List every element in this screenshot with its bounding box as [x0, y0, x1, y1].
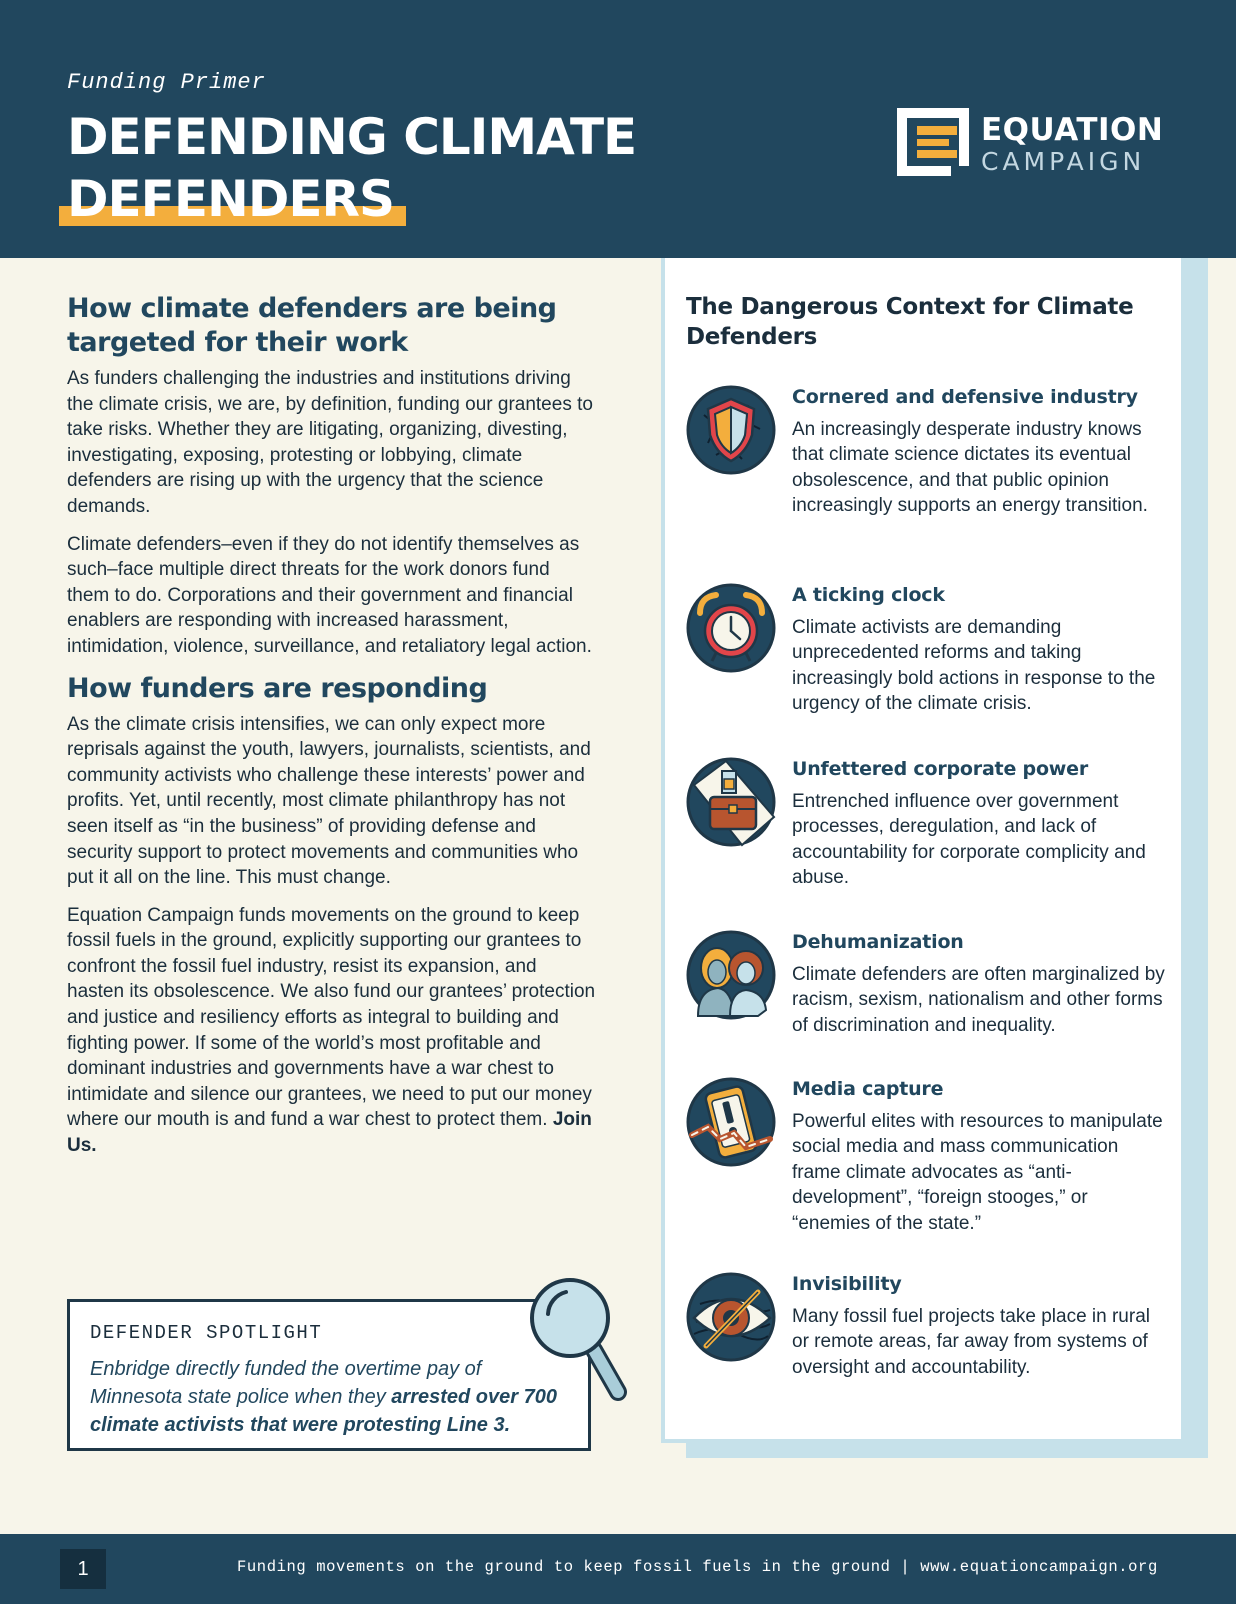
page-number: 1 [60, 1549, 106, 1589]
section-heading-targeted: How climate defenders are being targeted for their work [67, 293, 557, 358]
item-text: Climate defenders are often marginalized by racism, sexism, nationalism and other forms of discrimination and inequality. [792, 964, 1165, 1036]
item-text: Powerful elites with resources to manipulate social media and mass communication frame climate advocates as “anti-development”, “foreign stooges,” or “enemies of the state.” [792, 1111, 1163, 1234]
item-title: A ticking clock [792, 584, 945, 606]
section-heading-responding: How funders are responding [67, 672, 488, 704]
item-title: Unfettered corporate power [792, 758, 1089, 780]
chained-phone-icon [686, 1077, 776, 1167]
paragraph-responding-1: As the climate crisis intensifies, we can only expect more reprisals against the youth, lawyers, journalists, scientists, and community activists who challenge these interests’ power and profits. Yet, until recently, most climate philanthropy has not seen itself as “in the business” of providing defense and security support to protect movements and communities who put it all on the line. This must change. [67, 713, 591, 889]
eye-icon [686, 1272, 776, 1362]
join-us-text: Join Us. [67, 1109, 592, 1157]
paragraph-targeted-1: As funders challenging the industries and institutions driving the climate crisis, we are, by definition, funding our grantees to take risks. Whether they are litigating, organizing, divesting, investigating, exposing, protesting or lobbying, climate defenders are rising up with the urgency that the science demands. [67, 368, 593, 517]
magnifying-glass-icon [528, 1274, 628, 1406]
shield-icon [686, 385, 776, 475]
logo-text-top: EQUATION [981, 112, 1164, 148]
item-title: Cornered and defensive industry [792, 386, 1138, 408]
footer-tagline: Funding movements on the ground to keep fossil fuels in the ground | www.equationcampaign.org [237, 1558, 1158, 1576]
page-header [0, 0, 1236, 258]
equation-campaign-logo [897, 108, 1172, 180]
kicker: Funding Primer [67, 70, 266, 95]
defender-spotlight-box [67, 1299, 591, 1451]
paragraph-responding-2-text: Equation Campaign funds movements on the ground to keep fossil fuels in the ground, explicitly supporting our grantees to confront the fossil fuel industry, resist its expansion, and hasten its obsolescence. We also fund our grantees’ protection and justice and resiliency efforts as integral to building and fighting power. If some of the world’s most profitable and dominant industries and governments have a war chest to intimidate and silence our grantees, we need to put our money where our mouth is and fund a war chest to protect them. [67, 904, 596, 1131]
page-footer [0, 1534, 1236, 1604]
title-line-1: DEFENDING CLIMATE [67, 108, 637, 166]
item-text: Climate activists are demanding unprecedented reforms and taking increasingly bold actions in response to the urgency of the climate crisis. [792, 617, 1156, 715]
item-title: Dehumanization [792, 931, 964, 953]
item-title: Media capture [792, 1078, 944, 1100]
spotlight-text-plain: Enbridge directly funded the overtime pay of Minnesota state police when they [90, 1358, 482, 1408]
title-line-2: DEFENDERS [67, 170, 394, 228]
people-icon [686, 930, 776, 1020]
item-title: Invisibility [792, 1273, 902, 1295]
spotlight-text [90, 1355, 570, 1439]
spotlight-label: DEFENDER SPOTLIGHT [90, 1322, 323, 1344]
logo-text-bottom: CAMPAIGN [981, 147, 1146, 176]
left-column [67, 292, 597, 1171]
alarm-clock-icon [686, 583, 776, 673]
paragraph-targeted-2: Climate defenders–even if they do not identify themselves as such–face multiple direct threats for the work donors fund them to do. Corporations and their government and financial enablers are responding with increased harassment, intimidation, violence, surveillance, and retaliatory legal action. [67, 533, 592, 657]
briefcase-icon [686, 757, 776, 847]
page-title [67, 106, 636, 230]
panel-title: The Dangerous Context for Climate Defenders [686, 294, 1134, 350]
item-text: An increasingly desperate industry knows that climate science dictates its eventual obsolescence, and that public opinion increasingly supports an energy transition. [792, 419, 1148, 517]
paragraph-responding-2 [67, 903, 597, 1159]
item-text: Many fossil fuel projects take place in rural or remote areas, far away from systems of oversight and accountability. [792, 1306, 1150, 1378]
item-text: Entrenched influence over government processes, deregulation, and lack of accountability for corporate complicity and abuse. [792, 791, 1146, 889]
logo-mark-icon [897, 108, 969, 176]
spotlight-text-bold: arrested over 700 climate activists that were protesting Line 3. [90, 1386, 557, 1436]
